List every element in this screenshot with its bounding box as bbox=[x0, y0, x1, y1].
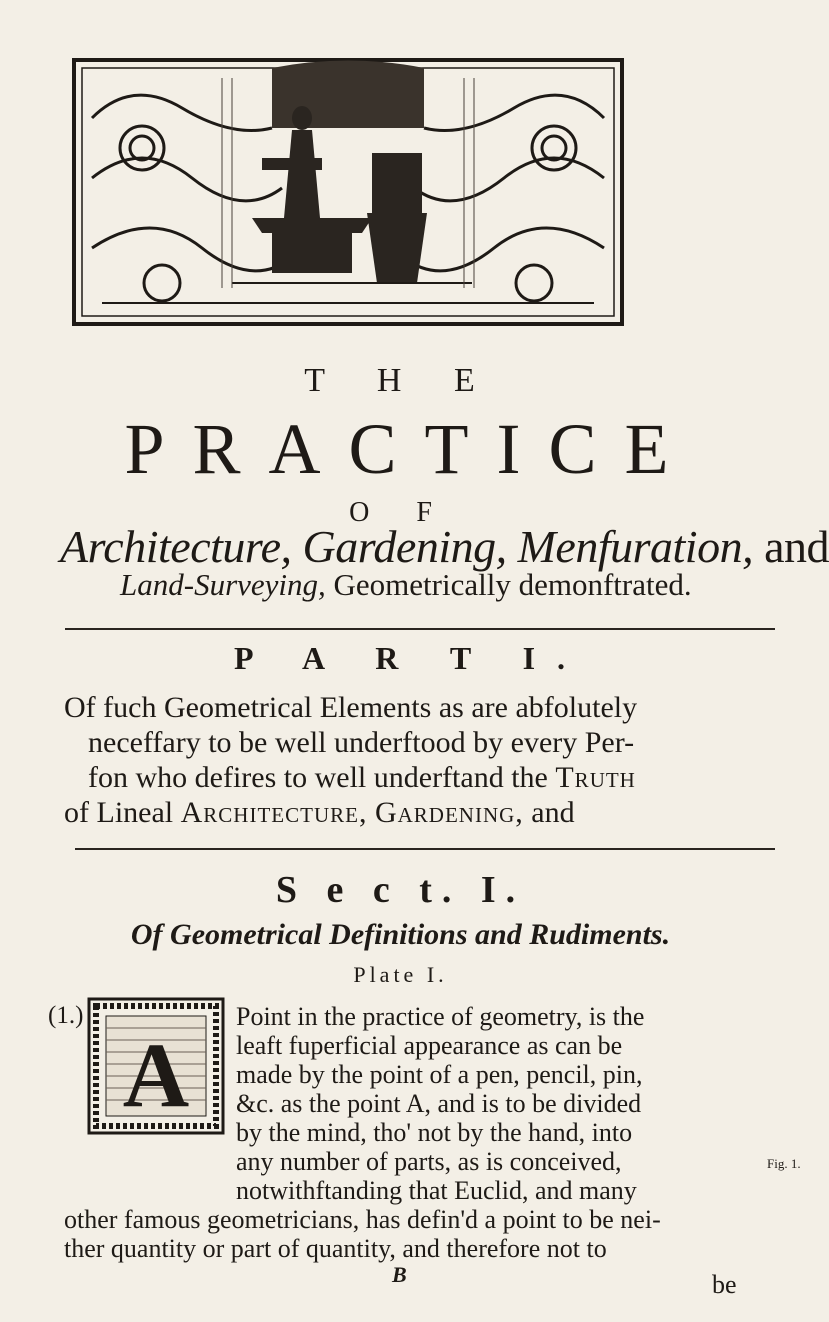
body-line: made by the point of a pen, pencil, pin, bbox=[236, 1060, 643, 1089]
body-line: &c. as the point A, and is to be divided bbox=[236, 1089, 642, 1118]
signature-mark: B bbox=[392, 1262, 407, 1287]
part-intro-line: Of fuch Geometrical Elements as are abfolutely bbox=[64, 691, 638, 724]
subject-line-2-italic: Land-Surveying, bbox=[120, 567, 326, 602]
title-the: T H E bbox=[304, 362, 497, 399]
section-heading: S e c t. I. bbox=[275, 869, 526, 911]
part-intro-smallcaps: Truth bbox=[555, 761, 636, 794]
paragraph-number: (1.) bbox=[48, 1002, 84, 1029]
section-title: Of Geometrical Definitions and Rudiments. bbox=[130, 918, 671, 951]
figure-label: Fig. 1. bbox=[767, 1156, 801, 1171]
part-intro-smallcaps: Gardening, bbox=[374, 796, 524, 829]
body-line: leaft fuperficial appearance as can be bbox=[236, 1031, 623, 1060]
body-line: Point in the practice of geometry, is the bbox=[236, 1002, 645, 1031]
part-intro-text: and bbox=[531, 796, 575, 829]
part-intro-smallcaps: Architecture, bbox=[180, 796, 368, 829]
part-intro-text: fon who defires to well underftand the bbox=[88, 761, 548, 794]
subject-line-2 bbox=[120, 567, 780, 603]
dropcap-a-icon bbox=[88, 998, 224, 1134]
divider-rule bbox=[65, 628, 775, 630]
body-line: other famous geometricians, has defin'd a point to be nei- bbox=[64, 1205, 661, 1234]
catchword: be bbox=[712, 1270, 737, 1299]
subject-line-1-and: and bbox=[764, 521, 829, 572]
body-line: by the mind, tho' not by the hand, into bbox=[236, 1118, 633, 1147]
plate-label: Plate I. bbox=[353, 962, 448, 987]
part-intro-line bbox=[88, 760, 636, 795]
headpiece-ornament-icon bbox=[72, 58, 624, 326]
part-intro-line: neceffary to be well underftood by every Per- bbox=[88, 726, 635, 759]
title-practice: PRACTICE bbox=[124, 409, 697, 489]
dropcap-letter: A bbox=[122, 1024, 190, 1126]
divider-rule bbox=[75, 848, 775, 850]
body-line: notwithftanding that Euclid, and many bbox=[236, 1176, 637, 1205]
title-of: O F bbox=[349, 497, 452, 528]
part-intro-text: of Lineal bbox=[64, 796, 174, 829]
subject-line-1-text: Architecture, Gardening, Menfuration, bbox=[60, 521, 754, 572]
body-line: any number of parts, as is conceived, bbox=[236, 1147, 622, 1176]
part-heading: P A R T I. bbox=[233, 640, 588, 676]
subject-line-1 bbox=[60, 520, 829, 573]
part-intro-line bbox=[64, 795, 575, 830]
body-line: ther quantity or part of quantity, and therefore not to bbox=[64, 1234, 607, 1263]
subject-line-2-text: Geometrically demonftrated. bbox=[333, 567, 692, 602]
